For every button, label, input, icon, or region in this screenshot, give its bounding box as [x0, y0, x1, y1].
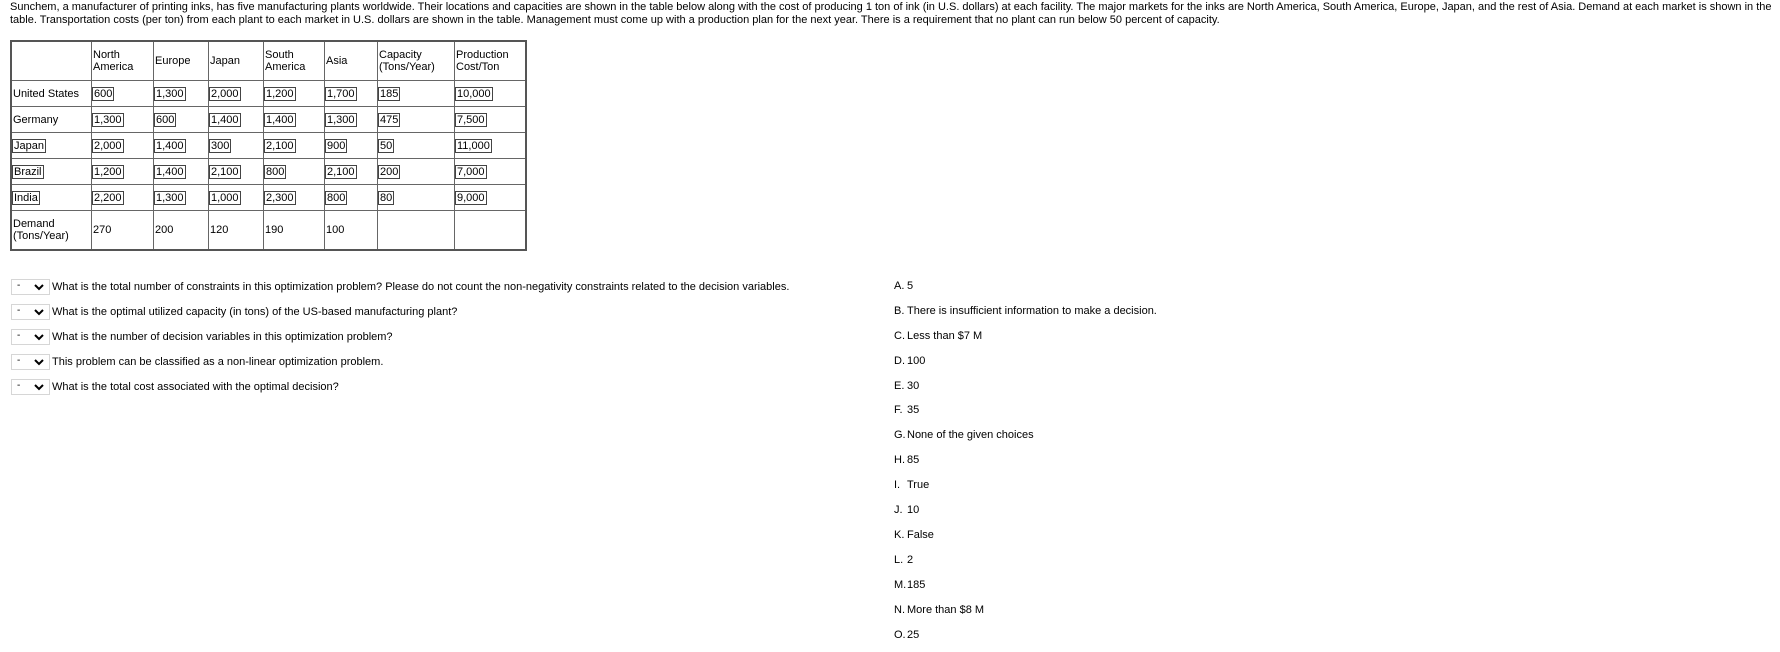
table-cell — [325, 107, 378, 133]
chevron-down-icon — [34, 309, 44, 316]
answer-dropdown[interactable] — [11, 354, 50, 370]
table-cell — [92, 81, 154, 107]
answer-choice — [894, 454, 919, 466]
table-cell: 190 — [264, 211, 325, 251]
table-row — [11, 107, 526, 133]
choice-letter: N. — [894, 604, 905, 616]
choice-text: 10 — [907, 504, 920, 516]
choice-text: 5 — [907, 280, 914, 292]
cell-value: 800 — [327, 191, 346, 204]
cost-capacity-table — [10, 40, 527, 251]
row-label: Germany — [11, 107, 92, 133]
cell-value: 50 — [380, 139, 393, 152]
cell-value: 2,000 — [211, 87, 239, 100]
choice-letter: H. — [894, 454, 905, 466]
header-europe: Europe — [154, 41, 209, 81]
table-cell — [264, 107, 325, 133]
table-cell — [325, 159, 378, 185]
dropdown-value: - — [17, 280, 21, 291]
choice-letter: F. — [894, 404, 903, 416]
table-cell — [154, 107, 209, 133]
answer-dropdown[interactable] — [11, 304, 50, 320]
choice-text: 85 — [907, 454, 920, 466]
choice-letter: I. — [894, 479, 901, 491]
table-cell — [92, 133, 154, 159]
cell-value: Japan — [14, 139, 44, 152]
cell-value: 600 — [156, 113, 175, 126]
row-label — [11, 133, 92, 159]
header-production-cost: Production Cost/Ton — [455, 41, 527, 81]
cell-value: 1,300 — [156, 87, 184, 100]
table-cell — [209, 81, 264, 107]
choice-text: False — [907, 529, 934, 541]
cell-value: 1,000 — [211, 191, 239, 204]
chevron-down-icon — [34, 359, 44, 366]
answer-choice — [894, 380, 919, 392]
chevron-down-icon — [34, 334, 44, 341]
cell-value: 80 — [380, 191, 393, 204]
table-cell — [209, 133, 264, 159]
choice-letter: M. — [894, 579, 907, 591]
answer-choice — [894, 554, 913, 566]
table-cell — [325, 133, 378, 159]
table-cell — [378, 211, 455, 251]
table-cell — [455, 211, 527, 251]
dropdown-value: - — [17, 330, 21, 341]
table-cell — [378, 81, 455, 107]
choice-text: 100 — [907, 355, 926, 367]
choice-text: 185 — [907, 579, 926, 591]
cell-value: 300 — [211, 139, 230, 152]
table-row — [11, 133, 526, 159]
cell-value: 185 — [380, 87, 399, 100]
answer-choice — [894, 355, 925, 367]
table-cell — [378, 185, 455, 211]
answer-choice — [894, 404, 919, 416]
answer-choice — [894, 629, 919, 641]
cell-value: 1,400 — [156, 165, 184, 178]
table-cell — [325, 185, 378, 211]
answer-dropdown[interactable] — [11, 329, 50, 345]
table-cell: 270 — [92, 211, 154, 251]
table-cell — [378, 133, 455, 159]
cell-value: 1,400 — [156, 139, 184, 152]
question-text: What is the optimal utilized capacity (in tons) of the US-based manufacturing plant? — [52, 306, 458, 318]
cell-value: 7,500 — [457, 113, 485, 126]
table-cell — [209, 185, 264, 211]
table-cell — [325, 81, 378, 107]
table-header-row — [11, 41, 526, 81]
answer-choice — [894, 529, 934, 541]
choice-text: Less than $7 M — [907, 330, 983, 342]
header-capacity: Capacity (Tons/Year) — [378, 41, 455, 81]
cell-value: 1,400 — [266, 113, 294, 126]
row-label: United States — [11, 81, 92, 107]
table-cell — [264, 185, 325, 211]
cell-value: 800 — [266, 165, 285, 178]
table-row — [11, 81, 526, 107]
cell-value: 1,300 — [327, 113, 355, 126]
choice-letter: A. — [894, 280, 905, 292]
answer-choice — [894, 479, 929, 491]
choice-letter: L. — [894, 554, 904, 566]
cell-value: 1,200 — [94, 165, 122, 178]
choice-letter: C. — [894, 330, 905, 342]
table-cell: 120 — [209, 211, 264, 251]
cell-value: 2,100 — [327, 165, 355, 178]
choice-letter: B. — [894, 305, 905, 317]
cell-value: 900 — [327, 139, 346, 152]
answer-choice — [894, 280, 913, 292]
cell-value: 2,200 — [94, 191, 122, 204]
table-cell — [455, 159, 527, 185]
cell-value: 7,000 — [457, 165, 485, 178]
table-row — [11, 159, 526, 185]
table-cell — [455, 185, 527, 211]
header-north-america: North America — [92, 41, 154, 81]
table-cell — [455, 133, 527, 159]
cell-value: 2,100 — [211, 165, 239, 178]
problem-statement: Sunchem, a manufacturer of printing inks, has five manufacturing plants worldwide. Their locations and capacities are shown in the table below along with the cost of producing 1 ton of ink (in U.S. dollars) at each facility. The major markets for the inks are North America, South America, Europe, Japan, and the rest of Asia. Demand at each market is shown in the table. Transportation costs (per ton) from each plant to each market in U.S. dollars are shown in the table. Management must come up with a production plan for the next year. There is a requirement that no plant can run below 50 percent of capacity. — [10, 1, 1772, 26]
cell-value: 9,000 — [457, 191, 485, 204]
cell-value: 1,300 — [156, 191, 184, 204]
cell-value: India — [14, 191, 38, 204]
table-cell — [378, 107, 455, 133]
cell-value: 600 — [94, 87, 113, 100]
cell-value: 1,300 — [94, 113, 122, 126]
header-south-america: South America — [264, 41, 325, 81]
answer-choice — [894, 504, 919, 516]
dropdown-value: - — [17, 355, 21, 366]
table-row — [11, 185, 526, 211]
choice-text: More than $8 M — [907, 604, 985, 616]
cell-value: 10,000 — [457, 87, 491, 100]
answer-choice — [894, 429, 1034, 441]
chevron-down-icon — [34, 284, 44, 291]
table-cell — [154, 81, 209, 107]
dropdown-value: - — [17, 305, 21, 316]
choice-letter: O. — [894, 629, 906, 641]
choice-text: 25 — [907, 629, 920, 641]
dropdown-value: - — [17, 380, 21, 391]
table-cell — [154, 159, 209, 185]
choice-letter: K. — [894, 529, 905, 541]
question-text: What is the total cost associated with the optimal decision? — [52, 381, 339, 393]
table-cell: 100 — [325, 211, 378, 251]
table-cell — [455, 81, 527, 107]
table-cell — [264, 133, 325, 159]
header-asia: Asia — [325, 41, 378, 81]
choice-text: 30 — [907, 380, 920, 392]
choice-letter: D. — [894, 355, 905, 367]
cell-value: 11,000 — [457, 139, 490, 152]
table-cell — [455, 107, 527, 133]
choice-text: There is insufficient information to make a decision. — [907, 305, 1157, 317]
choice-letter: J. — [894, 504, 903, 516]
answer-choice — [894, 330, 982, 342]
cell-value: 2,000 — [94, 139, 122, 152]
question-text: What is the number of decision variables in this optimization problem? — [52, 331, 393, 343]
cell-value: 2,300 — [266, 191, 294, 204]
cell-value: 200 — [380, 165, 399, 178]
question-text: What is the total number of constraints in this optimization problem? Please do not count the non-negativity constraints related to the decision variables. — [52, 281, 790, 293]
cell-value: 1,400 — [211, 113, 239, 126]
answer-choice — [894, 305, 1157, 317]
answer-choice — [894, 579, 925, 591]
table-cell — [264, 159, 325, 185]
table-cell — [378, 159, 455, 185]
choice-letter: E. — [894, 380, 905, 392]
row-label — [11, 159, 92, 185]
choice-letter: G. — [894, 429, 906, 441]
table-cell — [154, 133, 209, 159]
table-cell: 200 — [154, 211, 209, 251]
answer-choice — [894, 604, 984, 616]
table-cell — [209, 107, 264, 133]
table-row-demand — [11, 211, 526, 251]
row-label — [11, 185, 92, 211]
row-label: Demand (Tons/Year) — [11, 211, 92, 251]
chevron-down-icon — [34, 384, 44, 391]
cell-value: 2,100 — [266, 139, 294, 152]
table-cell — [209, 159, 264, 185]
choice-text: True — [907, 479, 930, 491]
header-japan: Japan — [209, 41, 264, 81]
table-cell — [92, 159, 154, 185]
cell-value: 475 — [380, 113, 399, 126]
choice-text: 35 — [907, 404, 920, 416]
answer-dropdown[interactable] — [11, 379, 50, 395]
cell-value: 1,700 — [327, 87, 355, 100]
answer-dropdown[interactable] — [11, 279, 50, 295]
question-text: This problem can be classified as a non-linear optimization problem. — [52, 356, 384, 368]
choice-text: None of the given choices — [907, 429, 1034, 441]
table-cell — [92, 185, 154, 211]
header-corner — [11, 41, 92, 81]
table-cell — [92, 107, 154, 133]
table-cell — [154, 185, 209, 211]
table-cell — [264, 81, 325, 107]
cell-value: Brazil — [14, 165, 42, 178]
cell-value: 1,200 — [266, 87, 294, 100]
choice-text: 2 — [907, 554, 914, 566]
